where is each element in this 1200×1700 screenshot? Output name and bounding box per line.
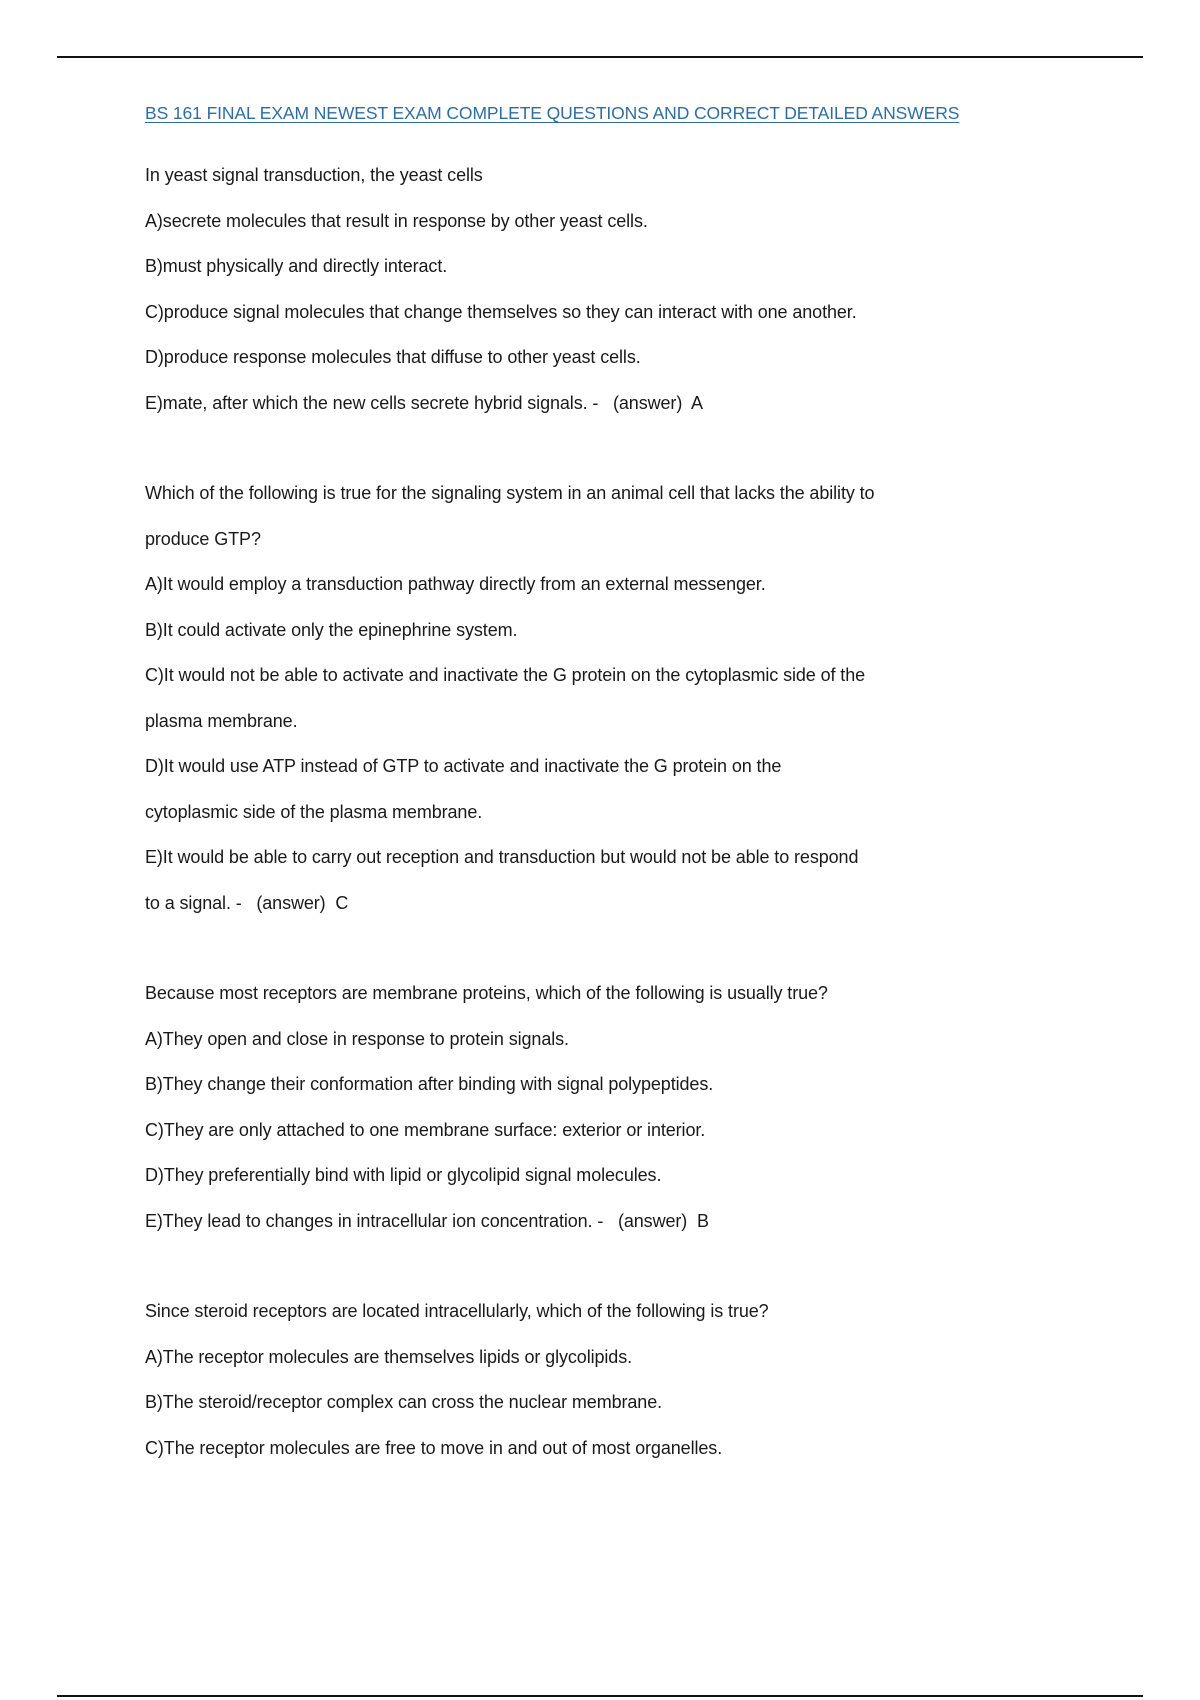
- answer-option: E)It would be able to carry out reception and transduction but would not be able to respond: [145, 847, 859, 867]
- answer-option-text: E)They lead to changes in intracellular ion concentration. -: [145, 1210, 604, 1231]
- question-stem: produce GTP?: [145, 528, 261, 549]
- answer-option: B)It could activate only the epinephrine system.: [145, 619, 518, 640]
- answer-option-with-key: [145, 381, 1005, 427]
- answer-key-value: A: [691, 392, 703, 413]
- answer-option-with-key: [145, 881, 1005, 927]
- answer-option: A)secrete molecules that result in response by other yeast cells.: [145, 210, 648, 231]
- document-body: [145, 98, 1005, 1516]
- question-block: [145, 971, 1005, 1244]
- top-rule: [57, 56, 1143, 58]
- answer-key-label: (answer): [617, 1210, 688, 1231]
- answer-option-text: to a signal. -: [145, 892, 242, 913]
- answer-key-label: (answer): [613, 392, 683, 413]
- answer-option: C)The receptor molecules are free to move in and out of most organelles.: [145, 1437, 723, 1458]
- answer-option: cytoplasmic side of the plasma membrane.: [145, 801, 483, 822]
- answer-option: D)They preferentially bind with lipid or glycolipid signal molecules.: [145, 1165, 662, 1185]
- answer-key-value: C: [335, 892, 349, 913]
- answer-option: A)They open and close in response to protein signals.: [145, 1028, 569, 1049]
- question-stem: Because most receptors are membrane proteins, which of the following is usually true?: [145, 983, 828, 1003]
- document-title: BS 161 FINAL EXAM NEWEST EXAM COMPLETE QUESTIONS AND CORRECT DETAILED ANSWERS: [145, 103, 960, 123]
- answer-option: D)It would use ATP instead of GTP to activate and inactivate the G protein on the: [145, 756, 782, 776]
- answer-key-value: B: [697, 1210, 709, 1231]
- answer-option: B)The steroid/receptor complex can cross the nuclear membrane.: [145, 1392, 663, 1412]
- answer-option: D)produce response molecules that diffuse to other yeast cells.: [145, 347, 641, 367]
- question-block: [145, 471, 1005, 926]
- answer-option: C)They are only attached to one membrane surface: exterior or interior.: [145, 1119, 706, 1140]
- question-block: [145, 153, 1005, 426]
- question-stem: Since steroid receptors are located intracellularly, which of the following is true?: [145, 1301, 769, 1321]
- answer-option: A)It would employ a transduction pathway directly from an external messenger.: [145, 574, 766, 594]
- bottom-rule: [57, 1695, 1143, 1697]
- answer-key-label: (answer): [256, 892, 326, 913]
- question-stem: In yeast signal transduction, the yeast cells: [145, 165, 483, 185]
- question-block: [145, 1289, 1005, 1471]
- question-stem: Which of the following is true for the signaling system in an animal cell that lacks the ability to: [145, 483, 875, 503]
- answer-option: C)It would not be able to activate and inactivate the G protein on the cytoplasmic side of the: [145, 665, 866, 685]
- answer-option-text: E)mate, after which the new cells secrete hybrid signals. -: [145, 392, 599, 413]
- answer-option: B)They change their conformation after binding with signal polypeptides.: [145, 1074, 714, 1094]
- answer-option: A)The receptor molecules are themselves lipids or glycolipids.: [145, 1346, 633, 1367]
- answer-option-with-key: [145, 1199, 1005, 1245]
- answer-option: C)produce signal molecules that change themselves so they can interact with one another.: [145, 301, 857, 322]
- answer-option: plasma membrane.: [145, 710, 298, 731]
- answer-option: B)must physically and directly interact.: [145, 256, 448, 276]
